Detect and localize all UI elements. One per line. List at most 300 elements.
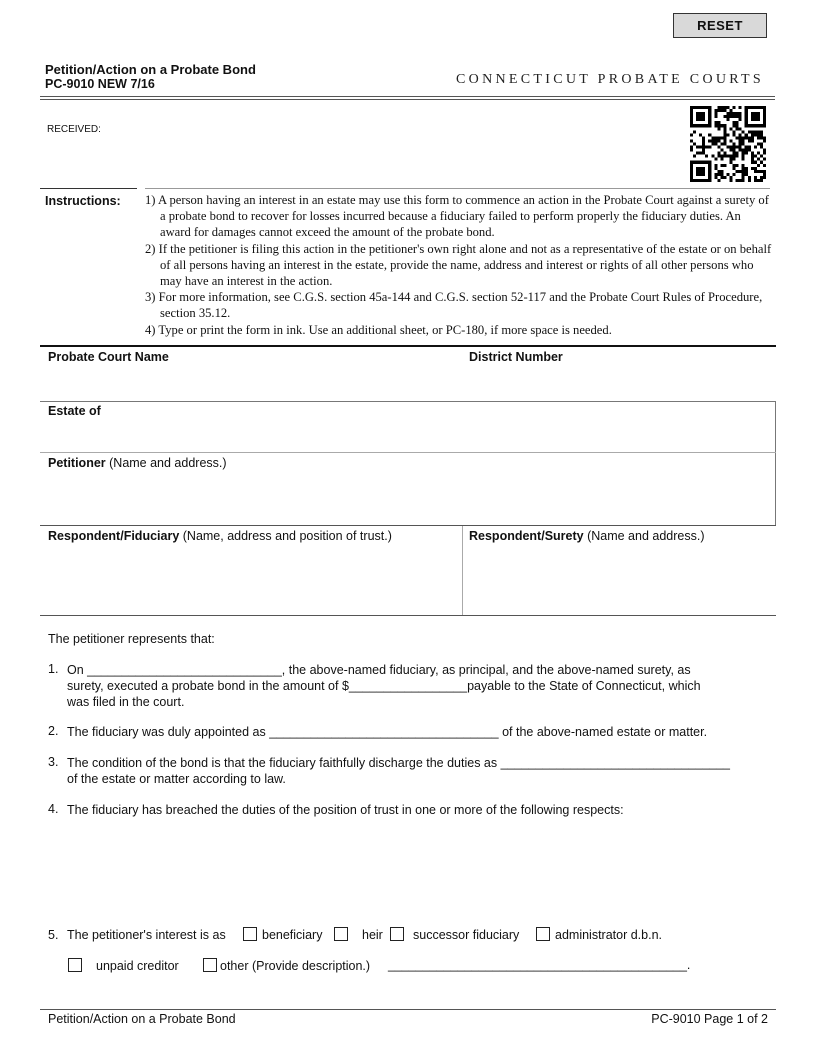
qr-module — [757, 136, 760, 139]
qr-module — [702, 139, 705, 142]
qr-module — [714, 164, 717, 167]
qr-module — [720, 149, 723, 152]
qr-module — [693, 124, 696, 127]
qr-module — [708, 115, 711, 118]
qr-module — [745, 146, 748, 149]
qr-module — [723, 115, 726, 118]
qr-module — [702, 170, 705, 173]
qr-module — [751, 158, 754, 161]
option-heir[interactable]: heir — [334, 927, 383, 942]
qr-module — [745, 112, 748, 115]
qr-module — [702, 146, 705, 149]
qr-module — [760, 161, 763, 164]
qr-module — [699, 106, 702, 109]
other-checkbox[interactable] — [203, 958, 217, 972]
item-number: 3. — [48, 755, 59, 769]
qr-module — [702, 149, 705, 152]
qr-module — [763, 136, 766, 139]
qr-module — [754, 115, 757, 118]
qr-module — [702, 118, 705, 121]
qr-module — [699, 118, 702, 121]
qr-module — [760, 179, 763, 182]
qr-module — [730, 115, 733, 118]
qr-module — [745, 115, 748, 118]
qr-module — [763, 164, 766, 167]
qr-module — [726, 112, 729, 115]
qr-module — [723, 142, 726, 145]
qr-module — [763, 158, 766, 161]
qr-module — [726, 155, 729, 158]
qr-module — [742, 170, 745, 173]
option-other[interactable]: other (Provide description.) — [203, 958, 370, 973]
qr-module — [742, 130, 745, 133]
qr-module — [742, 152, 745, 155]
qr-module — [742, 176, 745, 179]
qr-module — [696, 106, 699, 109]
qr-module — [714, 124, 717, 127]
petitioner-label: Petitioner (Name and address.) — [48, 456, 227, 470]
qr-module — [757, 170, 760, 173]
qr-module — [757, 158, 760, 161]
qr-module — [760, 136, 763, 139]
qr-module — [702, 136, 705, 139]
qr-module — [745, 121, 748, 124]
qr-module — [717, 155, 720, 158]
qr-module — [730, 146, 733, 149]
qr-module — [754, 170, 757, 173]
qr-module — [723, 136, 726, 139]
qr-module — [751, 106, 754, 109]
qr-module — [730, 127, 733, 130]
qr-module — [696, 118, 699, 121]
divider — [775, 401, 776, 525]
qr-module — [699, 170, 702, 173]
qr-module — [693, 179, 696, 182]
qr-module — [760, 142, 763, 145]
qr-module — [751, 152, 754, 155]
qr-module — [730, 109, 733, 112]
qr-module — [717, 152, 720, 155]
qr-module — [733, 149, 736, 152]
qr-module — [720, 176, 723, 179]
heir-checkbox[interactable] — [334, 927, 348, 941]
qr-module — [714, 115, 717, 118]
qr-module — [714, 139, 717, 142]
qr-module — [708, 118, 711, 121]
qr-module — [739, 146, 742, 149]
qr-module — [748, 149, 751, 152]
qr-module — [720, 155, 723, 158]
qr-module — [745, 167, 748, 170]
qr-module — [705, 146, 708, 149]
qr-module — [763, 152, 766, 155]
qr-module — [757, 130, 760, 133]
qr-module — [739, 133, 742, 136]
qr-module — [708, 167, 711, 170]
qr-module — [760, 170, 763, 173]
divider — [40, 615, 776, 616]
qr-module — [720, 136, 723, 139]
qr-module — [708, 170, 711, 173]
qr-module — [696, 146, 699, 149]
qr-module — [702, 161, 705, 164]
estate-of-label: Estate of — [48, 404, 101, 418]
qr-module — [708, 106, 711, 109]
instructions-label: Instructions: — [45, 194, 121, 208]
qr-module — [760, 133, 763, 136]
option-beneficiary[interactable]: beneficiary — [243, 927, 322, 942]
qr-module — [717, 173, 720, 176]
qr-module — [736, 124, 739, 127]
qr-module — [754, 124, 757, 127]
qr-module — [714, 121, 717, 124]
qr-module — [714, 158, 717, 161]
qr-module — [754, 176, 757, 179]
qr-module — [757, 115, 760, 118]
item-number: 1. — [48, 662, 59, 676]
qr-module — [708, 173, 711, 176]
qr-module — [723, 164, 726, 167]
qr-module — [751, 161, 754, 164]
qr-module — [760, 124, 763, 127]
qr-module — [717, 124, 720, 127]
qr-module — [690, 161, 693, 164]
beneficiary-checkbox[interactable] — [243, 927, 257, 941]
qr-module — [751, 133, 754, 136]
qr-module — [699, 112, 702, 115]
qr-module — [757, 133, 760, 136]
qr-module — [720, 173, 723, 176]
qr-module — [745, 109, 748, 112]
qr-module — [702, 112, 705, 115]
qr-module — [690, 176, 693, 179]
item-2-text[interactable]: The fiduciary was duly appointed as _________________________________ of the above-named estate or matter. — [67, 725, 708, 739]
qr-module — [739, 118, 742, 121]
qr-module — [736, 112, 739, 115]
qr-module — [760, 130, 763, 133]
qr-module — [690, 124, 693, 127]
successor-fiduciary-checkbox[interactable] — [390, 927, 404, 941]
qr-module — [763, 106, 766, 109]
district-number-field[interactable] — [460, 347, 776, 401]
qr-module — [702, 167, 705, 170]
qr-module — [760, 176, 763, 179]
qr-module — [733, 158, 736, 161]
qr-module — [730, 149, 733, 152]
item-4-text: The fiduciary has breached the duties of the position of trust in one or more of the following respects: — [67, 803, 624, 817]
qr-module — [726, 146, 729, 149]
qr-module — [723, 109, 726, 112]
instruction-item: 1) A person having an interest in an estate may use this form to commence an action in the Probate Court against a surety of a probate bond to recover for losses incurred because a fiduciary failed to perform properly the fiduciary duties. An award for damages cannot exceed the amount of the probate bond. — [145, 193, 769, 240]
qr-module — [736, 164, 739, 167]
qr-module — [742, 142, 745, 145]
option-unpaid-creditor[interactable]: unpaid creditor — [68, 958, 179, 973]
respondent-surety-field[interactable] — [463, 526, 776, 615]
qr-module — [714, 173, 717, 176]
qr-module — [745, 136, 748, 139]
instruction-item: 3) For more information, see C.G.S. section 45a-144 and C.G.S. section 52-117 and the Probate Court Rules of Procedure, section 35.12. — [145, 290, 763, 321]
qr-module — [708, 124, 711, 127]
qr-module — [748, 130, 751, 133]
qr-module — [720, 164, 723, 167]
qr-module — [690, 106, 693, 109]
qr-module — [708, 179, 711, 182]
qr-module — [742, 179, 745, 182]
qr-module — [739, 139, 742, 142]
qr-module — [745, 170, 748, 173]
qr-module — [693, 130, 696, 133]
qr-module — [723, 133, 726, 136]
qr-module — [757, 152, 760, 155]
instructions-rule-left — [40, 188, 137, 189]
qr-module — [693, 155, 696, 158]
qr-module — [733, 155, 736, 158]
qr-module — [720, 106, 723, 109]
qr-module — [720, 109, 723, 112]
qr-module — [763, 115, 766, 118]
qr-module — [711, 155, 714, 158]
qr-module — [739, 106, 742, 109]
instruction-item: 2) If the petitioner is filing this action in the petitioner's own right alone and not as a representative of the estate or on behalf of all persons having an interest in the estate, provide the name, address and interest or rights of all other persons who may have an interest in the action. — [145, 241, 772, 289]
qr-module — [723, 124, 726, 127]
qr-module — [733, 164, 736, 167]
qr-module — [699, 167, 702, 170]
qr-module — [733, 146, 736, 149]
qr-module — [754, 167, 757, 170]
qr-module — [720, 124, 723, 127]
qr-module — [745, 124, 748, 127]
qr-module — [748, 146, 751, 149]
qr-module — [696, 112, 699, 115]
qr-module — [690, 149, 693, 152]
probate-court-name-label: Probate Court Name — [48, 350, 169, 364]
qr-module — [754, 112, 757, 115]
qr-module — [730, 179, 733, 182]
qr-module — [733, 121, 736, 124]
respondent-fiduciary-field[interactable] — [40, 526, 462, 615]
qr-module — [720, 170, 723, 173]
qr-module — [748, 106, 751, 109]
qr-module — [751, 136, 754, 139]
qr-module — [757, 124, 760, 127]
qr-module — [763, 121, 766, 124]
qr-module — [690, 121, 693, 124]
qr-module — [742, 149, 745, 152]
footer-form-title: Petition/Action on a Probate Bond — [48, 1012, 236, 1026]
qr-module — [733, 106, 736, 109]
qr-module — [702, 115, 705, 118]
qr-module — [733, 167, 736, 170]
qr-module — [717, 146, 720, 149]
qr-module — [754, 130, 757, 133]
qr-module — [720, 142, 723, 145]
qr-module — [717, 136, 720, 139]
qr-module — [717, 106, 720, 109]
qr-module — [696, 124, 699, 127]
qr-module — [751, 112, 754, 115]
qr-module — [708, 146, 711, 149]
qr-module — [736, 155, 739, 158]
qr-module — [751, 118, 754, 121]
qr-module — [705, 179, 708, 182]
qr-module — [745, 118, 748, 121]
qr-module — [720, 158, 723, 161]
item-1-text[interactable]: On ____________________________, the above-named fiduciary, as principal, and the above-named surety, as surety, executed a probate bond in the amount of $_________________payable to the State of Connecticut, which was filed in the court. — [67, 663, 701, 709]
qr-module — [708, 161, 711, 164]
qr-module — [690, 146, 693, 149]
qr-module — [690, 179, 693, 182]
qr-module — [742, 155, 745, 158]
qr-module — [739, 115, 742, 118]
qr-module — [690, 109, 693, 112]
qr-module — [739, 149, 742, 152]
qr-module — [733, 142, 736, 145]
qr-module — [763, 112, 766, 115]
qr-module — [708, 139, 711, 142]
option-administrator-dbn[interactable]: administrator d.b.n. — [536, 927, 662, 942]
qr-module — [726, 115, 729, 118]
qr-module — [754, 146, 757, 149]
qr-code — [690, 106, 766, 182]
qr-module — [726, 173, 729, 176]
qr-module — [733, 124, 736, 127]
probate-court-name-field[interactable] — [40, 347, 460, 401]
qr-module — [757, 164, 760, 167]
qr-module — [696, 167, 699, 170]
qr-module — [739, 136, 742, 139]
breach-description-area[interactable] — [67, 822, 772, 912]
qr-module — [717, 179, 720, 182]
petitioner-field[interactable] — [40, 453, 775, 525]
qr-module — [705, 155, 708, 158]
qr-module — [730, 112, 733, 115]
reset-button[interactable]: RESET — [673, 13, 767, 38]
qr-module — [748, 176, 751, 179]
qr-module — [730, 158, 733, 161]
qr-module — [726, 133, 729, 136]
qr-module — [736, 179, 739, 182]
qr-module — [690, 167, 693, 170]
qr-module — [754, 161, 757, 164]
respondent-surety-label: Respondent/Surety (Name and address.) — [469, 529, 705, 543]
qr-module — [699, 152, 702, 155]
qr-module — [751, 139, 754, 142]
instruction-item: 4) Type or print the form in ink. Use an additional sheet, or PC-180, if more space is needed. — [145, 322, 612, 337]
qr-module — [739, 127, 742, 130]
qr-module — [717, 121, 720, 124]
qr-module — [690, 133, 693, 136]
qr-module — [733, 152, 736, 155]
qr-module — [702, 179, 705, 182]
qr-module — [736, 136, 739, 139]
received-label: RECEIVED: — [47, 124, 101, 135]
qr-module — [711, 142, 714, 145]
qr-module — [751, 155, 754, 158]
qr-module — [705, 124, 708, 127]
qr-module — [702, 173, 705, 176]
qr-module — [708, 176, 711, 179]
qr-module — [742, 158, 745, 161]
administrator-dbn-checkbox[interactable] — [536, 927, 550, 941]
header-divider-bottom — [40, 99, 775, 100]
qr-module — [754, 118, 757, 121]
qr-module — [699, 161, 702, 164]
qr-module — [730, 161, 733, 164]
court-heading: CONNECTICUT PROBATE COURTS — [456, 72, 764, 87]
qr-module — [739, 179, 742, 182]
qr-module — [733, 115, 736, 118]
qr-module — [717, 109, 720, 112]
qr-module — [736, 115, 739, 118]
qr-module — [714, 176, 717, 179]
qr-module — [723, 127, 726, 130]
qr-module — [745, 133, 748, 136]
qr-module — [763, 118, 766, 121]
qr-module — [717, 139, 720, 142]
unpaid-creditor-checkbox[interactable] — [68, 958, 82, 972]
qr-module — [714, 109, 717, 112]
qr-module — [723, 106, 726, 109]
qr-module — [745, 106, 748, 109]
qr-module — [742, 173, 745, 176]
footer-page-number: PC-9010 Page 1 of 2 — [651, 1012, 768, 1026]
qr-module — [690, 173, 693, 176]
qr-module — [699, 173, 702, 176]
qr-module — [723, 176, 726, 179]
item-3-text[interactable]: The condition of the bond is that the fiduciary faithfully discharge the duties as _________________________________ of the estate or matter according to law. — [67, 756, 731, 786]
qr-module — [708, 121, 711, 124]
qr-module — [730, 155, 733, 158]
qr-module — [711, 136, 714, 139]
qr-module — [693, 142, 696, 145]
qr-module — [723, 155, 726, 158]
qr-module — [733, 130, 736, 133]
qr-module — [760, 106, 763, 109]
estate-of-field[interactable] — [40, 402, 775, 452]
qr-module — [745, 152, 748, 155]
qr-module — [757, 112, 760, 115]
other-description-field[interactable]: ___________________________________________. — [388, 958, 691, 972]
qr-module — [763, 149, 766, 152]
district-number-label: District Number — [469, 350, 563, 364]
qr-module — [739, 112, 742, 115]
qr-module — [717, 170, 720, 173]
qr-module — [763, 139, 766, 142]
qr-module — [748, 124, 751, 127]
qr-module — [730, 139, 733, 142]
qr-module — [702, 106, 705, 109]
qr-module — [696, 161, 699, 164]
qr-module — [726, 106, 729, 109]
qr-module — [717, 127, 720, 130]
form-number: PC-9010 NEW 7/16 — [45, 77, 155, 91]
qr-module — [723, 139, 726, 142]
form-title: Petition/Action on a Probate Bond — [45, 62, 256, 77]
qr-module — [693, 161, 696, 164]
qr-module — [690, 139, 693, 142]
option-successor-fiduciary[interactable]: successor fiduciary — [390, 927, 519, 942]
qr-module — [705, 106, 708, 109]
qr-module — [699, 179, 702, 182]
qr-module — [723, 152, 726, 155]
qr-module — [714, 142, 717, 145]
qr-module — [763, 124, 766, 127]
item-number: 5. — [48, 928, 59, 942]
qr-module — [751, 124, 754, 127]
qr-module — [763, 173, 766, 176]
qr-module — [711, 139, 714, 142]
qr-module — [699, 133, 702, 136]
